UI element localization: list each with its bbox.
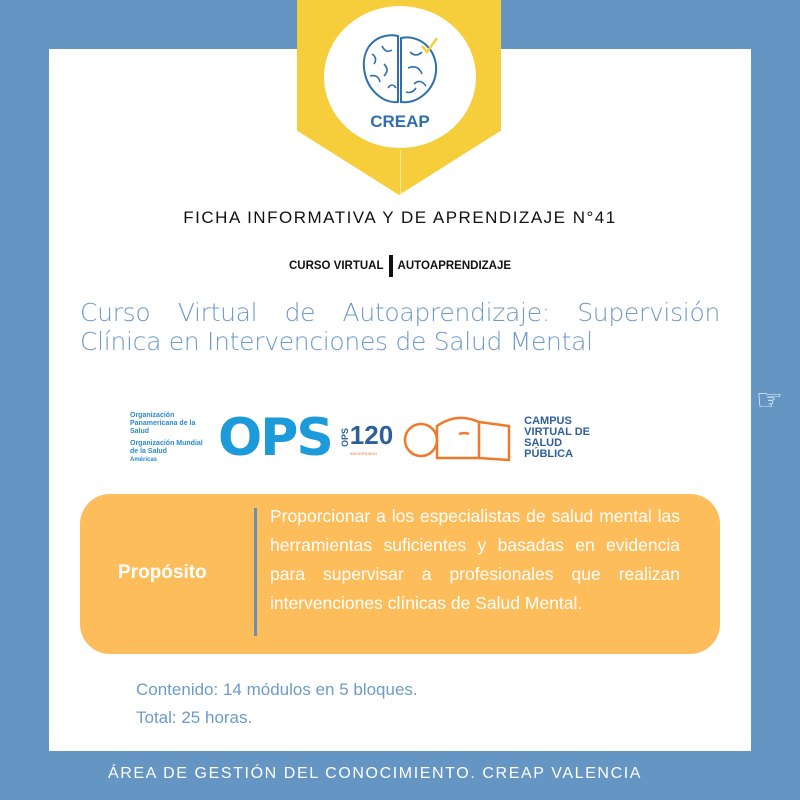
ops-120-logo xyxy=(340,420,393,456)
course-info xyxy=(136,676,418,732)
paho-text: Organización Panamericana de la Salud xyxy=(130,411,196,435)
ops120-side-text: OPS xyxy=(339,427,350,447)
banner-divider xyxy=(400,150,401,195)
purpose-text: Proporcionar a los especialistas de salud mental las herramientas suficientes y basadas en evidencia para supervisar a profesionales que realizan intervenciones clínicas de Salud Mental. xyxy=(270,506,680,613)
paho-who-logo xyxy=(130,412,210,464)
purpose-box xyxy=(80,494,720,654)
course-title: Curso Virtual de Autoaprendizaje: Supervisión Clínica en Intervenciones de Salud Mental xyxy=(80,298,720,356)
pointing-hand-icon: ☞ xyxy=(756,384,783,417)
ops120-number: 120 xyxy=(349,419,394,450)
purpose-divider xyxy=(254,508,257,636)
partner-logos xyxy=(130,405,650,470)
americas-text: Américas xyxy=(130,456,158,463)
creap-logo xyxy=(324,6,476,148)
course-tags xyxy=(0,255,800,277)
purpose-label: Propósito xyxy=(118,562,207,583)
footer-text: ÁREA DE GESTIÓN DEL CONOCIMIENTO. CREAP VALENCIA xyxy=(107,765,643,782)
campus-virtual-icon xyxy=(401,412,516,464)
ficha-heading: FICHA INFORMATIVA Y DE APRENDIZAJE N°41 xyxy=(183,208,617,227)
total-hours: Total: 25 horas. xyxy=(136,708,253,727)
tag-autoaprendizaje: AUTOAPRENDIZAJE xyxy=(397,260,512,273)
tag-curso-virtual: CURSO VIRTUAL xyxy=(288,260,384,273)
who-text: Organización Mundial de la Salud xyxy=(130,439,203,455)
ops120-sub: ANIVERSARIO xyxy=(349,450,378,456)
brain-icon xyxy=(358,28,442,112)
tag-separator xyxy=(389,255,393,277)
content-info: Contenido: 14 módulos en 5 bloques. xyxy=(136,680,418,699)
campus-text: CAMPUS VIRTUAL DE SALUD PÚBLICA xyxy=(524,414,590,460)
creap-logo-text: CREAP xyxy=(370,112,430,131)
ops-logo: OPS xyxy=(218,407,332,468)
